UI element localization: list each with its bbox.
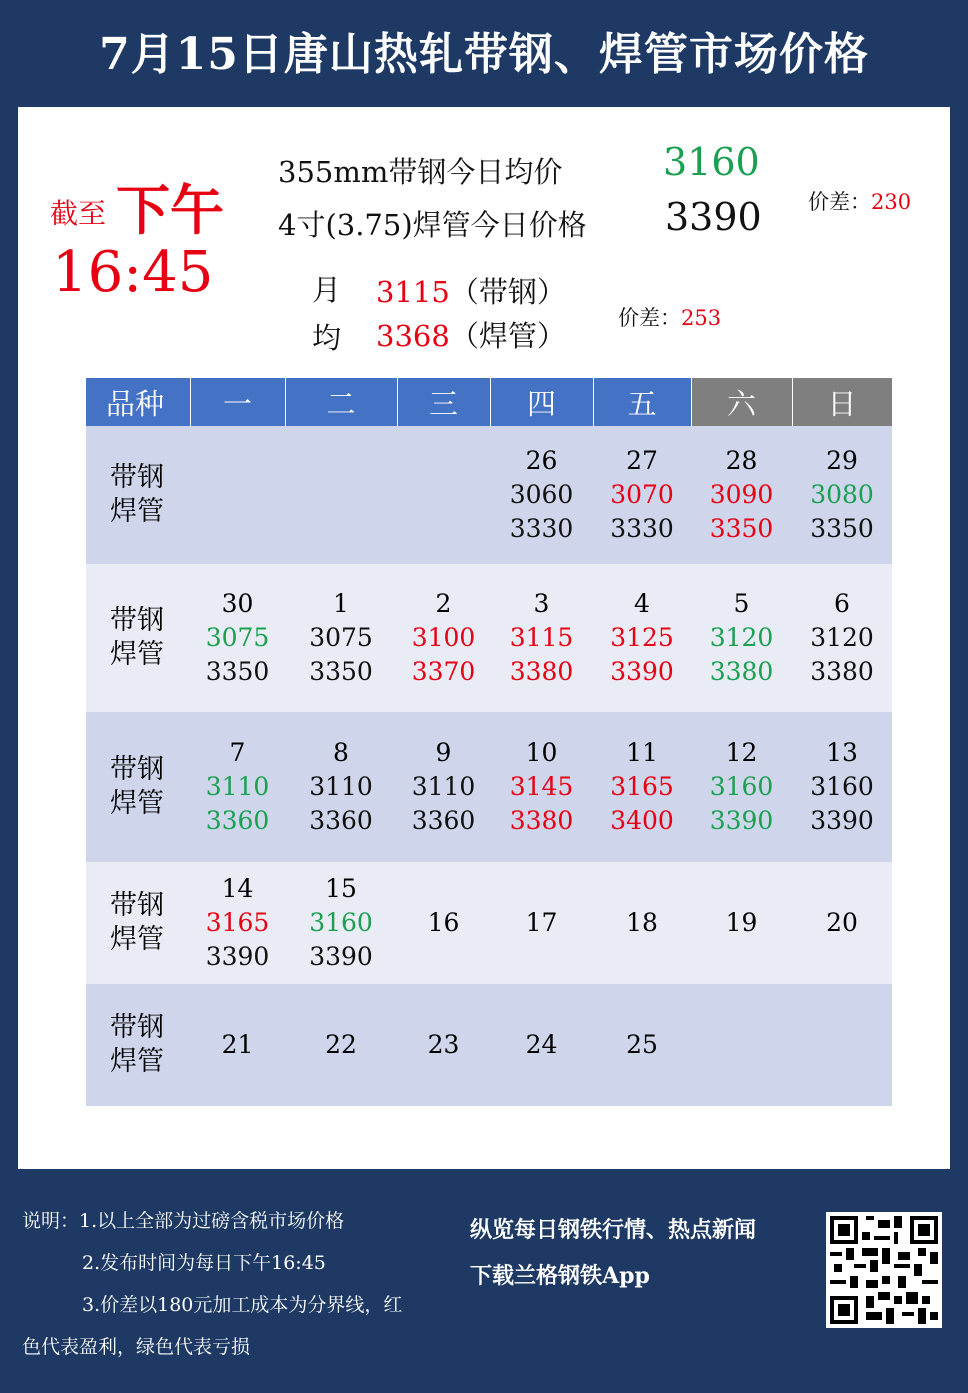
notes: [22, 1200, 452, 1368]
day-cell: [792, 426, 892, 564]
app-promo: [470, 1207, 756, 1299]
calendar-week-row: [86, 862, 892, 984]
header-sun: 日: [792, 378, 892, 426]
header-tue: 二: [285, 378, 397, 426]
pipe-price: 3330: [610, 514, 674, 543]
strip-price: 3115: [509, 623, 574, 652]
cutoff-period: 下午: [116, 178, 224, 242]
header-mon: 一: [190, 378, 285, 426]
month-pipe-suffix: （焊管）: [449, 319, 566, 353]
pipe-price: 3390: [309, 942, 373, 971]
category-strip-label: 带钢: [110, 462, 164, 493]
day-cell: [190, 712, 285, 862]
strip-price: 3120: [810, 623, 874, 652]
day-number: 23: [427, 1030, 460, 1059]
day-number: 5: [733, 589, 750, 618]
day-cell: [593, 564, 691, 712]
day-cell: [397, 984, 490, 1106]
category-cell: [86, 862, 190, 984]
day-cell: [190, 984, 285, 1106]
day-cell: [691, 564, 792, 712]
day-cell: [691, 712, 792, 862]
day-number: 24: [525, 1030, 558, 1059]
day-number: 26: [525, 446, 558, 475]
day-cell: [490, 862, 593, 984]
strip-price: 3165: [610, 772, 674, 801]
strip-price: 3090: [709, 480, 774, 509]
day-number: 25: [626, 1030, 658, 1059]
pipe-price: 3350: [709, 514, 774, 543]
cutoff-prefix: 截至: [50, 197, 107, 230]
day-cell: [593, 426, 691, 564]
avg-char: 均: [312, 321, 342, 355]
strip-price: 3075: [309, 623, 373, 652]
pipe-price: 3390: [810, 806, 874, 835]
month-diff-value: 253: [681, 306, 722, 330]
month-diff-label: 价差：: [618, 306, 681, 330]
price-calendar: [86, 378, 893, 1106]
strip-price: 3080: [810, 480, 874, 509]
strip-avg-price: 3160: [663, 140, 760, 184]
category-strip-label: 带钢: [110, 754, 164, 785]
month-strip-avg: [376, 270, 566, 311]
day-cell: [691, 426, 792, 564]
day-number: 18: [626, 908, 658, 937]
day-cell: [190, 426, 285, 564]
qr-code-graphic: [826, 1212, 942, 1328]
day-number: 4: [634, 589, 650, 618]
day-number: 28: [725, 446, 758, 475]
day-number: 2: [435, 589, 452, 618]
day-cell: [285, 712, 397, 862]
price-diff: [808, 186, 911, 216]
promo-line-1: 纵览每日钢铁行情、热点新闻: [470, 1217, 757, 1243]
calendar-week-row: [86, 564, 892, 712]
day-cell: [490, 712, 593, 862]
day-cell: [593, 984, 691, 1106]
pipe-price: 3390: [205, 942, 270, 971]
strip-price: 3120: [709, 623, 774, 652]
header-wed: 三: [397, 378, 490, 426]
day-cell: [285, 862, 397, 984]
day-number: 13: [826, 738, 858, 767]
day-cell: [190, 862, 285, 984]
day-number: 30: [221, 589, 254, 618]
price-diff-value: 230: [871, 190, 912, 214]
category-cell: [86, 564, 190, 712]
note-line-1: 说明：1.以上全部为过磅含税市场价格: [22, 1210, 345, 1232]
category-cell: [86, 712, 190, 862]
calendar-week-row: [86, 426, 892, 564]
month-pipe-value: 3368: [376, 319, 450, 353]
day-number: 8: [333, 738, 349, 767]
day-cell: [490, 426, 593, 564]
strip-avg-label: 355mm带钢今日均价: [278, 155, 563, 189]
pipe-price: 3360: [411, 806, 476, 835]
day-cell: [593, 862, 691, 984]
strip-price: 3160: [709, 772, 774, 801]
day-number: 16: [427, 908, 460, 937]
day-number: 12: [725, 738, 758, 767]
category-strip-label: 带钢: [110, 605, 164, 636]
month-strip-suffix: （带钢）: [449, 275, 566, 309]
category-strip-label: 带钢: [110, 890, 164, 921]
day-cell: [792, 712, 892, 862]
month-pipe-avg: [376, 314, 566, 355]
pipe-price: 3390: [709, 806, 774, 835]
strip-price: 3110: [411, 772, 476, 801]
pipe-price: 3360: [309, 806, 373, 835]
day-number: 1: [333, 589, 349, 618]
day-number: 11: [626, 738, 658, 767]
header-sat: 六: [691, 378, 792, 426]
pipe-price: 3380: [709, 657, 774, 686]
day-number: 7: [229, 738, 246, 767]
calendar-header-row: [86, 378, 892, 426]
day-cell: [691, 984, 792, 1106]
day-cell: [397, 862, 490, 984]
day-cell: [593, 712, 691, 862]
day-number: 27: [626, 446, 658, 475]
promo-line-2: 下载兰格钢铁App: [470, 1263, 650, 1289]
category-pipe-label: 焊管: [110, 1046, 164, 1077]
note-line-2: 2.发布时间为每日下午16:45: [82, 1252, 326, 1274]
page-title: 7月15日唐山热轧带钢、焊管市场价格: [99, 29, 869, 80]
strip-price: 3075: [205, 623, 270, 652]
price-diff-label: 价差：: [808, 190, 871, 214]
day-cell: [792, 984, 892, 1106]
header-thu: 四: [490, 378, 593, 426]
day-cell: [397, 426, 490, 564]
pipe-price: 3350: [309, 657, 373, 686]
day-cell: [691, 862, 792, 984]
day-number: 20: [826, 908, 858, 937]
pipe-price: 3390: [665, 195, 762, 239]
day-cell: [792, 862, 892, 984]
day-number: 19: [725, 908, 758, 937]
category-pipe-label: 焊管: [110, 924, 164, 955]
day-number: 14: [221, 874, 254, 903]
pipe-price-label: 4寸(3.75)焊管今日价格: [278, 208, 587, 242]
day-cell: [397, 564, 490, 712]
pipe-price: 3380: [509, 806, 574, 835]
strip-price: 3060: [509, 480, 574, 509]
category-cell: [86, 426, 190, 564]
day-number: 10: [525, 738, 558, 767]
header-category: 品种: [86, 378, 190, 426]
header-fri: 五: [593, 378, 691, 426]
strip-price: 3165: [205, 908, 270, 937]
category-strip-label: 带钢: [110, 1012, 164, 1043]
pipe-price: 3350: [205, 657, 270, 686]
pipe-price: 3360: [205, 806, 270, 835]
strip-price: 3110: [205, 772, 270, 801]
day-number: 17: [525, 908, 558, 937]
category-cell: [86, 984, 190, 1106]
day-cell: [490, 984, 593, 1106]
day-number: 22: [325, 1030, 357, 1059]
strip-price: 3100: [411, 623, 476, 652]
month-strip-value: 3115: [376, 275, 450, 309]
day-cell: [190, 564, 285, 712]
day-cell: [285, 984, 397, 1106]
category-pipe-label: 焊管: [110, 496, 164, 527]
strip-price: 3145: [509, 772, 574, 801]
month-char: 月: [312, 273, 342, 307]
day-cell: [285, 426, 397, 564]
pipe-price: 3390: [610, 657, 674, 686]
calendar-week-row: [86, 984, 892, 1106]
strip-price: 3160: [309, 908, 373, 937]
note-line-3: 3.价差以180元加工成本为分界线，红: [82, 1294, 403, 1316]
day-cell: [792, 564, 892, 712]
day-cell: [397, 712, 490, 862]
calendar-week-row: [86, 712, 892, 862]
day-number: 3: [533, 589, 550, 618]
category-pipe-label: 焊管: [110, 788, 164, 819]
cutoff-time: 16:45: [52, 240, 214, 305]
day-number: 29: [826, 446, 858, 475]
note-line-4: 色代表盈利，绿色代表亏损: [22, 1336, 251, 1358]
day-number: 15: [325, 874, 357, 903]
strip-price: 3070: [610, 480, 674, 509]
pipe-price: 3330: [509, 514, 574, 543]
pipe-price: 3380: [810, 657, 874, 686]
strip-price: 3160: [810, 772, 874, 801]
strip-price: 3125: [610, 623, 674, 652]
pipe-price: 3400: [610, 806, 674, 835]
category-pipe-label: 焊管: [110, 639, 164, 670]
day-cell: [285, 564, 397, 712]
day-number: 21: [221, 1030, 254, 1059]
strip-price: 3110: [309, 772, 373, 801]
pipe-price: 3370: [411, 657, 476, 686]
pipe-price: 3350: [810, 514, 874, 543]
day-number: 6: [834, 589, 850, 618]
qr-code-icon: [826, 1212, 942, 1328]
day-cell: [490, 564, 593, 712]
pipe-price: 3380: [509, 657, 574, 686]
month-price-diff: [618, 302, 721, 332]
day-number: 9: [435, 738, 452, 767]
